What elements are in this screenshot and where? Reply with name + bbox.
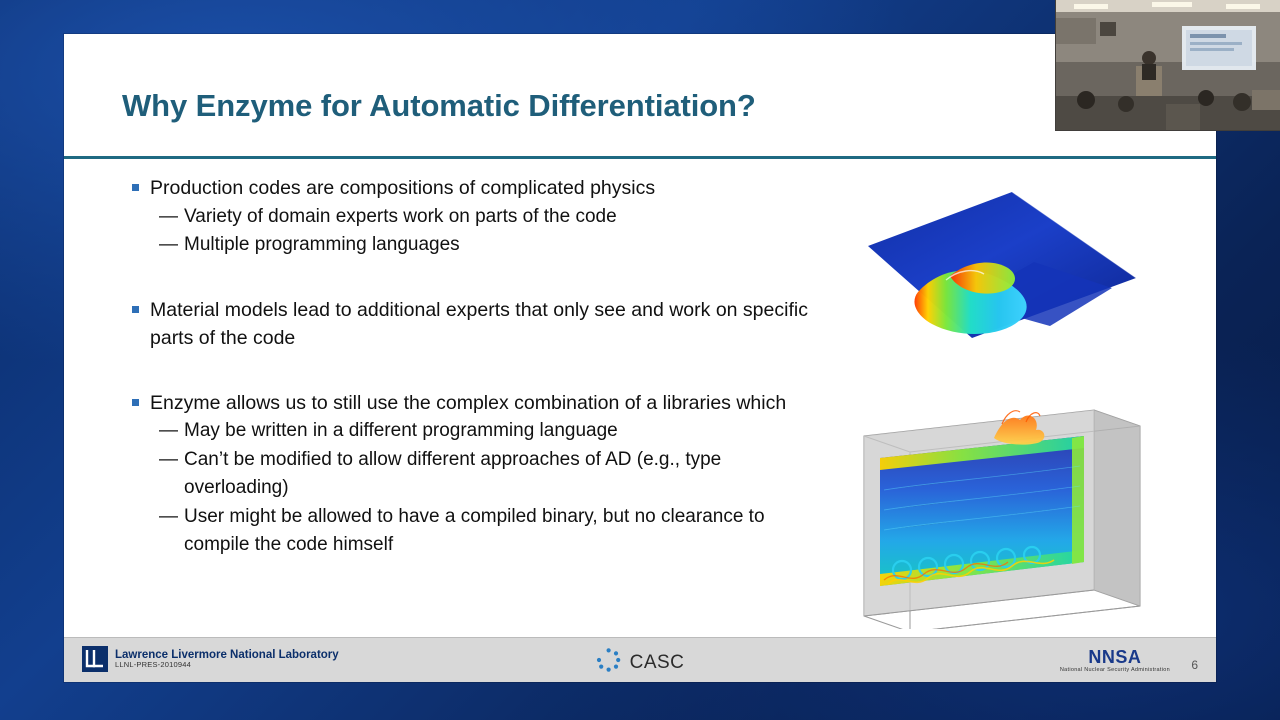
bullet-level1 [126, 296, 826, 353]
bullet-level2 [126, 446, 826, 503]
webcam-feed [1056, 0, 1280, 130]
bullet-level1-text: Enzyme allows us to still use the complex combination of a libraries which [150, 391, 787, 414]
bullet-level1-text: Material models lead to additional experts that only see and work on specific parts of the code [150, 298, 808, 349]
nnsa-acronym: NNSA [1088, 647, 1142, 667]
casc-logo [596, 647, 685, 678]
llnl-logo [82, 646, 339, 672]
webcam-thumbnail[interactable] [1055, 0, 1280, 131]
title-divider [64, 156, 1216, 159]
figure-box-svg [844, 394, 1194, 629]
spacer [126, 367, 826, 389]
dash-bullet-icon: — [159, 234, 178, 255]
llnl-logo-icon [82, 646, 108, 672]
bullet-block-1 [126, 174, 826, 260]
square-bullet-icon [132, 306, 139, 313]
slide-page-number: 6 [1191, 658, 1198, 672]
figure-plate-simulation [854, 184, 1184, 354]
dash-bullet-icon: — [159, 420, 178, 441]
bullet-block-2 [126, 296, 826, 353]
bullet-level2-text: Variety of domain experts work on parts of the code [184, 205, 617, 227]
figure-mixing-layer-simulation [844, 394, 1194, 629]
bullet-level2 [126, 231, 826, 260]
bullet-block-3 [126, 389, 826, 560]
bullet-level2-text: May be written in a different programming language [184, 420, 618, 441]
bullet-level2 [126, 503, 826, 560]
bullet-level2 [126, 203, 826, 232]
bullet-level2-text: User might be allowed to have a compiled binary, but no clearance to compile the code himself [184, 505, 765, 555]
llnl-lab-name: Lawrence Livermore National Laboratory [115, 649, 339, 662]
slide-title: Why Enzyme for Automatic Differentiation? [122, 88, 756, 123]
slide-body [126, 174, 826, 574]
bullet-level1-text: Production codes are compositions of complicated physics [150, 177, 656, 199]
nnsa-logo [1060, 648, 1170, 673]
bullet-level2-text: Multiple programming languages [184, 234, 460, 255]
bullet-level2 [126, 417, 826, 446]
spacer [126, 274, 826, 296]
bullet-level1 [126, 174, 826, 203]
square-bullet-icon [132, 399, 139, 406]
dash-bullet-icon: — [159, 505, 178, 527]
dash-bullet-icon: — [159, 448, 178, 470]
slide-footer [64, 637, 1216, 682]
slide-canvas [64, 34, 1216, 682]
figure-plate-svg [854, 184, 1184, 354]
casc-logo-icon [596, 647, 622, 678]
bullet-level1 [126, 389, 826, 418]
casc-label: CASC [629, 651, 685, 673]
llnl-doc-number: LLNL-PRES-2010944 [115, 660, 191, 670]
nnsa-full-name: National Nuclear Security Administration [1059, 667, 1170, 673]
square-bullet-icon [132, 184, 139, 191]
dash-bullet-icon: — [159, 205, 178, 227]
bullet-level2-text: Can’t be modified to allow different approaches of AD (e.g., type overloading) [184, 448, 722, 498]
